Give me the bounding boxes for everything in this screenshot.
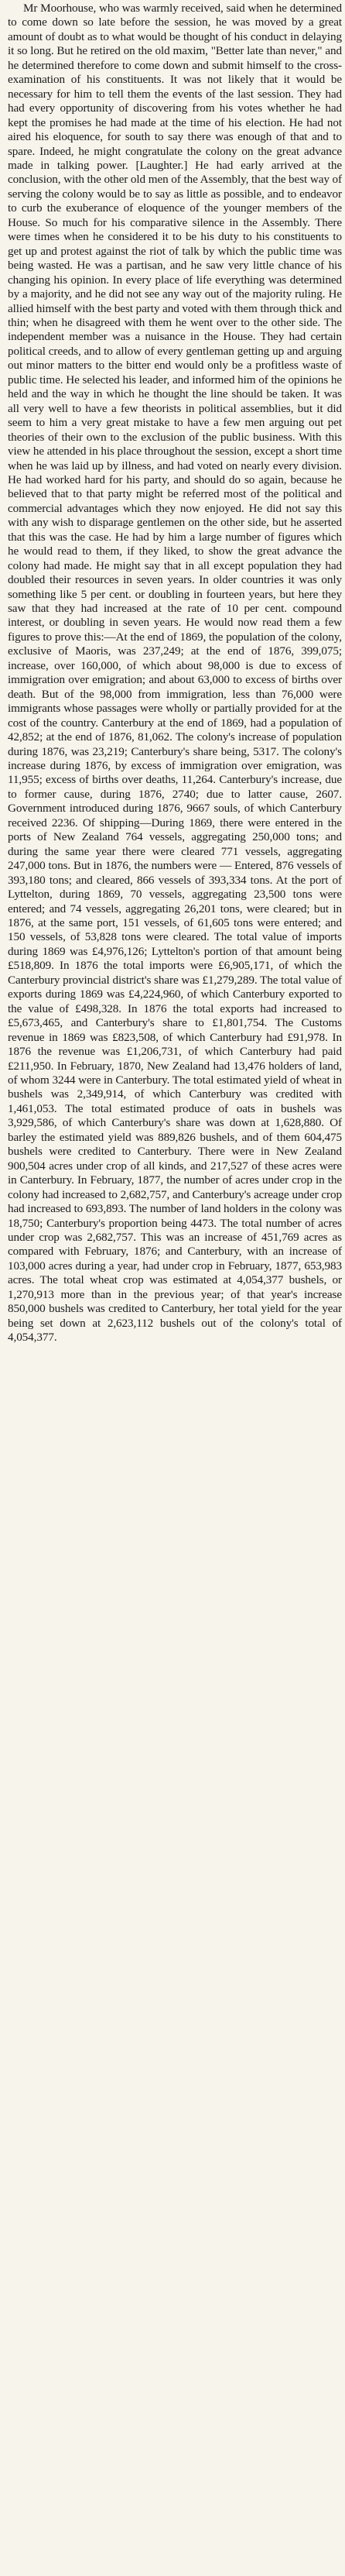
article-column bbox=[8, 2, 342, 1345]
article-body: Mr Moorhouse, who was warmly received, said when he determined to come down so late before the session, he was moved by a great amount of doubt as to what would be thought of his conduct in delaying it so long. But he retired on the old maxim, "Better late than never," and he determined therefore to come down and submit himself to the cross-examination of his constituents. It was not likely that it would be necessary for him to tell them the events of the last session. They had had every opportunity of discovering from his votes whether he had kept the promises he had made at the time of his election. He had not aired his eloquence, for south to say there was enough of that and to spare. Indeed, he might congratulate the colony on the great advance made in talking power. [Laughter.] He had early arrived at the conclusion, with the other old men of the Assembly, that the best way of serving the colony would be to say as little as possible, and to endeavor to curb the exuberance of eloquence of the younger members of the House. So much for his comparative silence in the Assembly. There were times when he considered it to be his duty to his constituents to get up and protest against the riot of talk by which the public time was being wasted. He was a partisan, and he saw very little chance of his changing his opinion. In every place of life everything was determined by a majority, and he did not see any way out of the majority ruling. He allied himself with the best party and voted with them through thick and thin; when he disagreed with them he went over to the other side. The independent member was a nuisance in the House. They had certain political creeds, and to allow of every gentleman getting up and arguing out minor matters to the bitter end would only be a profitless waste of public time. He selected his leader, and informed him of the opinions he held and the way in which he thought the line should be taken. It was all very well to have a few theorists in political assemblies, but it did seem to him a very great mistake to have a few men arguing out pet theories of their own to the exclusion of the public business. With this view he attended in his place throughout the session, except a short time when he was laid up by illness, and had voted on nearly every division. He had worked hard for his party, and should do so again, because he believed that to that party might be referred most of the political and commercial advantages which they now enjoyed. He did not say this with any wish to disparage gentlemen on the other side, but he asserted that this was the case. He had by him a large number of figures which he would read to them, if they liked, to show the great advance the colony had made. He might say that in all except population they had doubled their resources in seven years. In older countries it was only something like 5 per cent. or doubling in fourteen years, but here they saw that they had increased at the rate of 10 per cent. compound interest, or doubling in seven years. He would now read them a few figures to prove this:—At the end of 1869, the population of the colony, exclusive of Maoris, was 237,249; at the end of 1876, 399,075; increase, over 160,000, of which about 98,000 is due to excess of immigration over emigration; and about 63,000 to excess of births over death. But of the 98,000 from immigration, less than 76,000 were immigrants whose passages were wholly or partially provided for at the cost of the country. Canterbury at the end of 1869, had a population of 42,852; at the end of 1876, 81,062. The colony's increase of population during 1876, was 23,219; Canterbury's share being, 5317. The colony's increase during 1876, by excess of immigration over emigration, was 11,955; excess of births over deaths, 11,264. Canterbury's increase, due to former cause, during 1876, 2740; due to latter cause, 2607. Government introduced during 1876, 9667 souls, of which Canterbury received 2236. Of shipping—During 1869, there were entered in the ports of New Zealand 764 vessels, aggregating 250,000 tons; and during the same year there were cleared 771 vessels, aggregating 247,000 tons. But in 1876, the numbers were — Entered, 876 vessels of 393,180 tons; and cleared, 866 vessels of 393,334 tons. At the port of Lyttelton, during 1869, 70 vessels, aggregating 23,500 tons were entered; and 74 vessels, aggregating 26,201 tons, were cleared; but in 1876, at the same port, 151 vessels, of 61,605 tons were entered; and 150 vessels, of 53,828 tons were cleared. The total value of imports during 1869 was £4,976,126; Lyttelton's portion of that amount being £518,809. In 1876 the total imports were £6,905,171, of which the Canterbury provincial district's share was £1,279,289. The total value of exports during 1869 was £4,224,960, of which Canterbury exported to the value of £498,328. In 1876 the total exports had increased to £5,673,465, and Canterbury's share to £1,801,754. The Customs revenue in 1869 was £823,508, of which Canterbury had £91,978. In 1876 the revenue was £1,206,731, of which Canterbury had paid £211,950. In February, 1870, New Zealand had 13,476 holders of land, of whom 3244 were in Canterbury. The total estimated yield of wheat in bushels was 2,349,914, of which Canterbury was credited with 1,461,053. The total estimated produce of oats in bushels was 3,929,586, of which Canterbury's share was down at 1,628,880. Of barley the estimated yield was 889,826 bushels, and of them 604,475 bushels were credited to Canterbury. There were in New Zealand 900,504 acres under crop of all kinds, and 217,527 of these acres were in Canterbury. In February, 1877, the number of acres under crop in the colony had increased to 2,682,757, and Canterbury's acreage under crop had increased to 693,893. The number of land holders in the colony was 18,750; Canterbury's proportion being 4473. The total number of acres under crop was 2,682,757. This was an increase of 451,769 acres as compared with February, 1876; and Canterbury, with an increase of 103,000 acres during a year, had under crop in February, 1877, 653,983 acres. The total wheat crop was estimated at 4,054,377 bushels, or 1,270,913 more than in the previous year; of that year's increase 850,000 bushels was credited to Canterbury, her total yield for the year being set down at 2,623,112 bushels out of the colony's total of 4,054,377. bbox=[8, 2, 342, 1345]
